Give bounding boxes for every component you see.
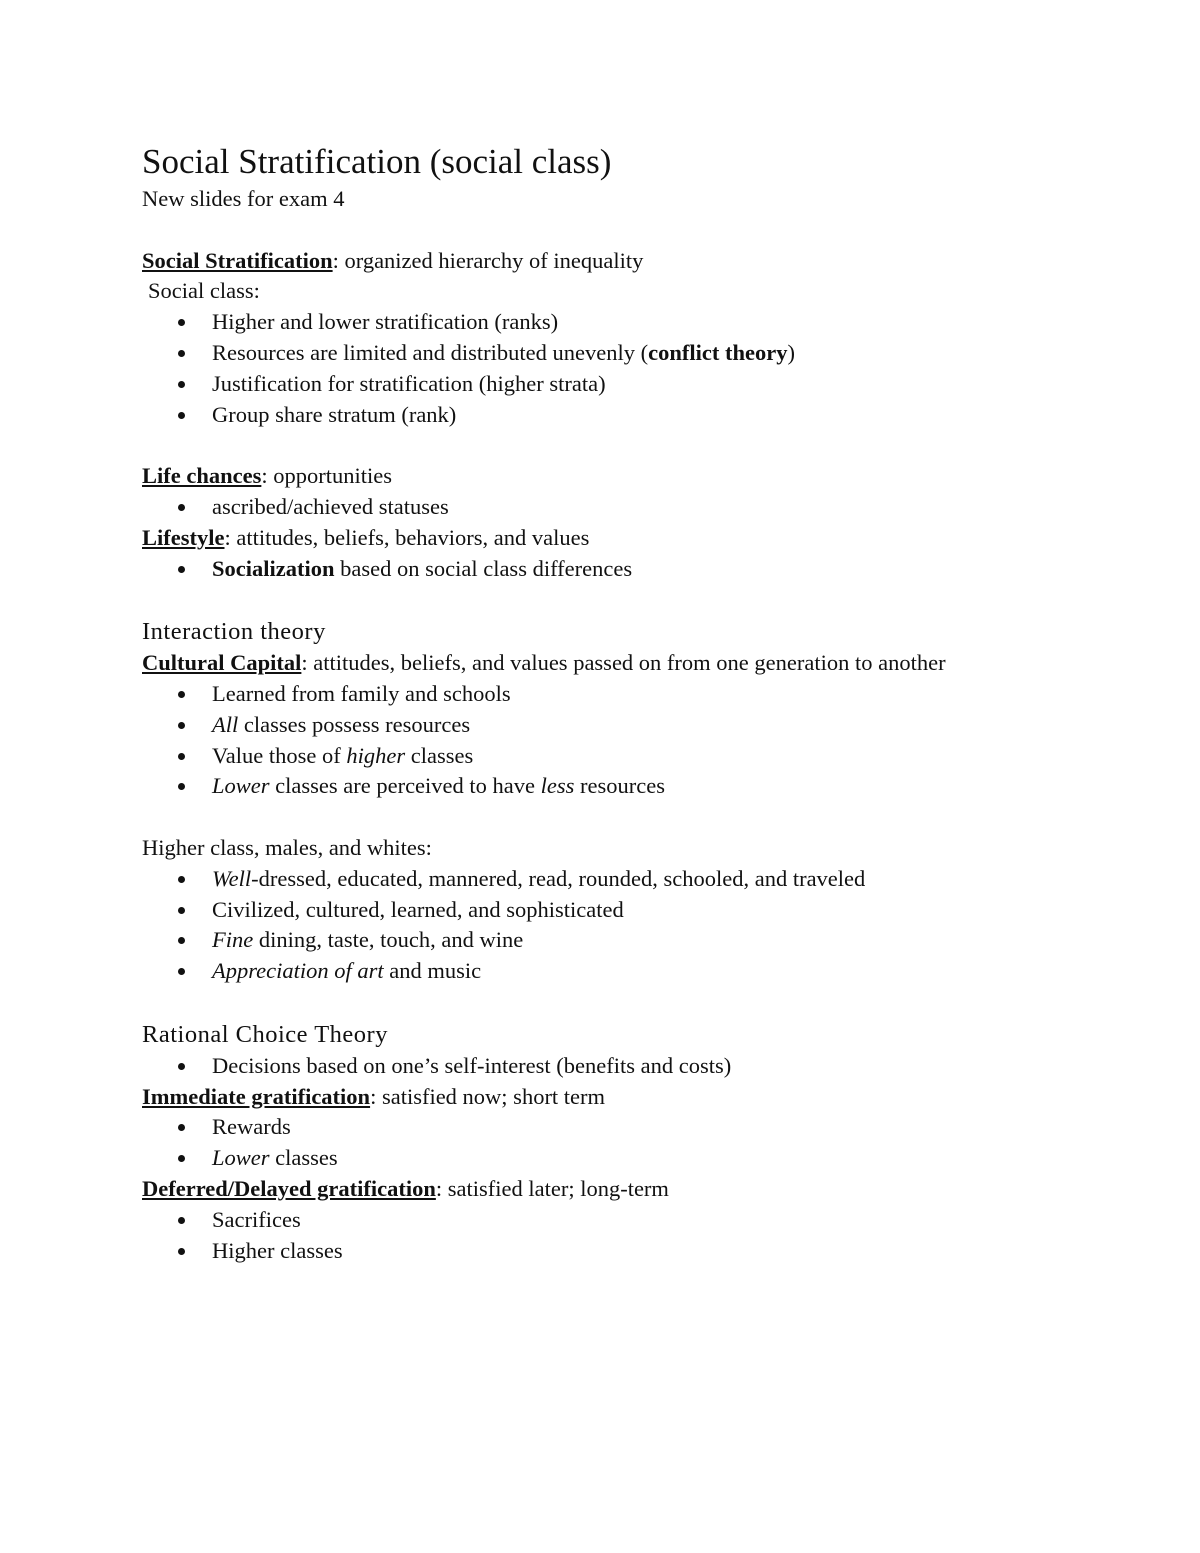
social-class-label: Social class: [148, 278, 260, 304]
list-item [142, 554, 1042, 585]
list-item-text: resources [574, 773, 665, 799]
bullet-icon [178, 1155, 185, 1162]
term-immediate-gratification: Immediate gratification [142, 1083, 371, 1109]
term-lifestyle: Lifestyle [142, 524, 225, 550]
list-item [142, 925, 1042, 956]
bullet-icon [178, 1217, 185, 1224]
list-item-text: ) [787, 339, 795, 365]
term-deferred-gratification: Deferred/Delayed gratification [142, 1175, 436, 1201]
definition-text: : attitudes, beliefs, and values passed on from one generation to another [301, 650, 946, 676]
list-item-text: -dressed, educated, mannered, read, rounded, schooled, and traveled [251, 865, 866, 891]
bullet-icon [178, 412, 185, 419]
emphasis-text: All [212, 711, 239, 737]
document-subtitle: New slides for exam 4 [142, 186, 345, 211]
list-item-text: ascribed/achieved statuses [212, 493, 449, 519]
document-title: Social Stratification (social class) [142, 142, 612, 181]
emphasis-text: higher [346, 742, 406, 768]
emphasis-text: Appreciation of art [212, 958, 384, 984]
list-item-text: Resources are limited and distributed unevenly ( [212, 339, 649, 365]
spacer [142, 430, 1042, 461]
bullet-icon [178, 907, 185, 914]
bullet-icon [178, 350, 185, 357]
list-item-text: Higher classes [212, 1237, 343, 1263]
list-item-text: Higher and lower stratification (ranks) [212, 309, 559, 335]
list-item [142, 741, 1042, 772]
list-item-text: classes possess resources [238, 711, 471, 737]
bullet-icon [178, 504, 185, 511]
life-chances-bullet-list [142, 492, 1042, 523]
immediate-gratification-bullet-list [142, 1112, 1042, 1174]
bullet-icon [178, 691, 185, 698]
social-class-bullet-list [142, 307, 1042, 430]
emphasis-text: Lower [212, 773, 270, 799]
bullet-icon [178, 937, 185, 944]
cultural-capital-definition [142, 648, 1042, 679]
bullet-icon [178, 968, 185, 975]
list-item-text: classes [405, 742, 474, 768]
list-item [142, 771, 1042, 802]
rational-choice-bullet-list [142, 1051, 1042, 1082]
cultural-capital-bullet-list [142, 679, 1042, 802]
deferred-gratification-definition [142, 1174, 1042, 1205]
definition-text: : attitudes, beliefs, behaviors, and values [224, 524, 590, 550]
bullet-icon [178, 319, 185, 326]
spacer [142, 987, 1042, 1018]
higher-class-label: Higher class, males, and whites: [142, 834, 432, 860]
conflict-theory-text: conflict theory [648, 339, 788, 365]
list-item [142, 710, 1042, 741]
list-item [142, 1236, 1042, 1267]
list-item [142, 307, 1042, 338]
emphasis-text: Well [212, 865, 252, 891]
list-item [142, 679, 1042, 710]
term-cultural-capital: Cultural Capital [142, 650, 302, 676]
list-item [142, 492, 1042, 523]
document-page [142, 140, 1042, 1266]
life-chances-definition [142, 461, 1042, 492]
list-item-text: Civilized, cultured, learned, and sophisticated [212, 896, 624, 922]
emphasis-text: Fine [212, 927, 254, 953]
higher-class-bullet-list [142, 864, 1042, 987]
definition-text: : organized hierarchy of inequality [332, 247, 644, 273]
list-item [142, 400, 1042, 431]
lifestyle-definition [142, 523, 1042, 554]
list-item [142, 864, 1042, 895]
socialization-text: Socialization [212, 555, 335, 581]
definition-text: : opportunities [261, 463, 392, 489]
list-item-text: Learned from family and schools [212, 680, 511, 706]
bullet-icon [178, 1063, 185, 1070]
definition-text: : satisfied now; short term [370, 1083, 606, 1109]
spacer [142, 802, 1042, 833]
immediate-gratification-definition [142, 1082, 1042, 1113]
deferred-gratification-bullet-list [142, 1205, 1042, 1267]
list-item [142, 956, 1042, 987]
list-item-text: Justification for stratification (higher strata) [212, 370, 606, 396]
bullet-icon [178, 566, 185, 573]
list-item-text: classes are perceived to have [269, 773, 541, 799]
list-item [142, 338, 1042, 369]
lifestyle-bullet-list [142, 554, 1042, 585]
section-heading-interaction-theory: Interaction theory [142, 618, 326, 646]
bullet-icon [178, 783, 185, 790]
list-item-text: classes [269, 1145, 338, 1171]
bullet-icon [178, 1248, 185, 1255]
bullet-icon [178, 876, 185, 883]
definition-text: : satisfied later; long-term [435, 1175, 669, 1201]
spacer [142, 584, 1042, 615]
list-item-text: Rewards [212, 1114, 291, 1140]
list-item-text: based on social class differences [334, 555, 633, 581]
list-item-text: Group share stratum (rank) [212, 401, 457, 427]
term-life-chances: Life chances [142, 463, 262, 489]
list-item [142, 1112, 1042, 1143]
term-social-stratification: Social Stratification [142, 247, 333, 273]
bullet-icon [178, 381, 185, 388]
list-item [142, 1143, 1042, 1174]
list-item [142, 369, 1042, 400]
section-heading-rational-choice-theory: Rational Choice Theory [142, 1020, 388, 1048]
emphasis-text: less [540, 773, 575, 799]
list-item-text: and music [383, 958, 482, 984]
list-item [142, 895, 1042, 926]
social-stratification-definition [142, 246, 1042, 277]
list-item-text: Decisions based on one’s self-interest (benefits and costs) [212, 1052, 732, 1078]
bullet-icon [178, 753, 185, 760]
bullet-icon [178, 1124, 185, 1131]
emphasis-text: Lower [212, 1145, 270, 1171]
list-item [142, 1205, 1042, 1236]
list-item-text: dining, taste, touch, and wine [253, 927, 524, 953]
list-item-text: Sacrifices [212, 1206, 301, 1232]
list-item-text: Value those of [212, 742, 347, 768]
list-item [142, 1051, 1042, 1082]
bullet-icon [178, 722, 185, 729]
